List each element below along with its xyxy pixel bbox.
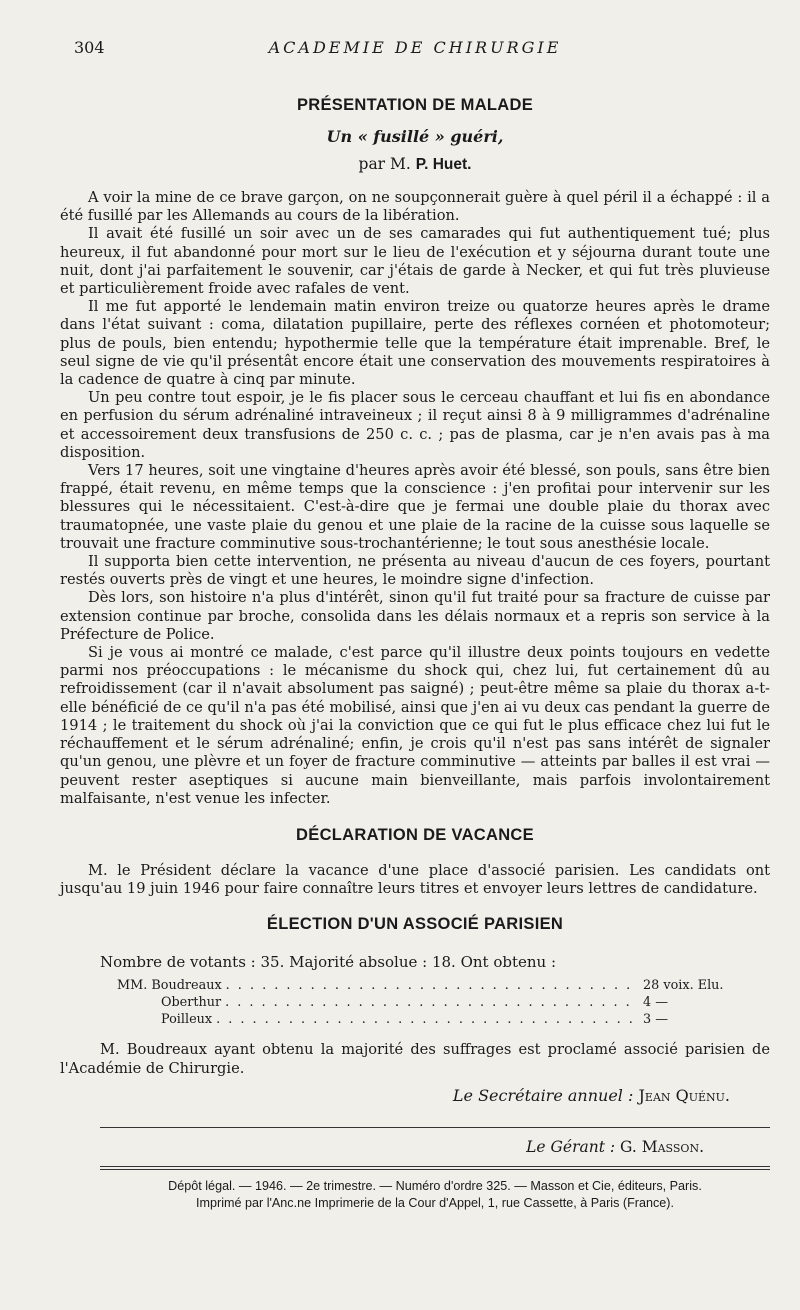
signature-title: Le Secrétaire annuel :: [452, 1085, 634, 1105]
signature-name: Jean Quénu.: [638, 1085, 730, 1105]
imprint-line: Dépôt légal. — 1946. — 2e trimestre. — Numéro d'ordre 325. — Masson et Cie, éditeurs, Paris.: [168, 1178, 702, 1193]
dot-leader: [226, 977, 639, 994]
paragraph: Vers 17 heures, soit une vingtaine d'heures après avoir été blessé, son pouls, sans être bien frappé, était revenu, en même temps que la conscience : j'en profitai pour intervenir sur les blessures qui le nécessitaient. C'est-à-dire que je fermai une double plaie du thorax avec traumatopnée, une vaste plaie du genou et une plaie de la racine de la cuisse sous laquelle se trouvait une fracture comminutive sous-trochantérienne; le tout sous anesthésie locale.: [60, 462, 770, 552]
ballot-row: [117, 977, 737, 994]
paragraph: M. le Président déclare la vacance d'une place d'associé parisien. Les candidats ont jusqu'au 19 juin 1946 pour faire connaître leurs titres et envoyer leurs lettres de candidature.: [60, 861, 770, 898]
divider: [100, 1169, 770, 1170]
ballot-row: [117, 994, 737, 1011]
votes-line: Nombre de votants : 35. Majorité absolue : 18. Ont obtenu :: [100, 953, 556, 972]
divider: [100, 1166, 770, 1167]
dot-leader: [225, 994, 639, 1011]
imprint-line: Imprimé par l'Anc.ne Imprimerie de la Cour d'Appel, 1, rue Cassette, à Paris (France).: [196, 1195, 674, 1210]
presentation-heading: PRÉSENTATION DE MALADE: [296, 96, 534, 114]
presentation-subtitle: Un « fusillé » guéri,: [326, 127, 504, 146]
paragraph: Un peu contre tout espoir, je le fis placer sous le cerceau chauffant et lui fis en abondance en perfusion du sérum adrénaliné intraveineux ; il reçut ainsi 8 à 9 milligrammes d'adrénaline et accessoirement deux transfusions de 250 c. c. ; pas de plasma, car je n'en avais pas à ma disposition.: [60, 389, 770, 461]
proclamation: [60, 1041, 770, 1077]
candidate-result: 28 voix. Elu.: [643, 978, 724, 994]
candidate-result: 3 —: [643, 1012, 669, 1028]
candidate-name: Oberthur: [161, 995, 222, 1011]
running-head: [60, 34, 770, 62]
running-title: ACADEMIE DE CHIRURGIE: [268, 38, 562, 57]
gerant-name: G. Masson.: [620, 1137, 704, 1156]
paragraph: M. Boudreaux ayant obtenu la majorité des suffrages est proclamé associé parisien de l'Académie de Chirurgie.: [60, 1041, 770, 1077]
presentation-body: [60, 189, 770, 808]
declaration-heading: DÉCLARATION DE VACANCE: [296, 825, 534, 844]
imprint: [60, 1178, 770, 1212]
byline-prefix: par M.: [358, 155, 411, 173]
divider: [100, 1127, 770, 1128]
gerant-line: [60, 1138, 770, 1156]
paragraph: Il avait été fusillé un soir avec un de ses camarades qui fut authentiquement tué; plus heureux, il fut abandonné pour mort sur le lieu de l'exécution et y séjourna durant toute une nuit, dont j'ai parfaitement le souvenir, car j'étais de garde à Necker, et qui fut très pluvieuse et particulièrement froide avec rafales de vent.: [60, 225, 770, 298]
paragraph: Dès lors, son histoire n'a plus d'intérêt, sinon qu'il fut traité pour sa fracture de cuisse par extension continue par broche, consolida dans les délais normaux et a repris son service à la Préfecture de Police.: [60, 589, 770, 643]
paragraph: Il me fut apporté le lendemain matin environ treize ou quatorze heures après le drame dans l'état suivant : coma, dilatation pupillaire, perte des réflexes cornéen et photomoteur; plus de pouls, bien entendu; hypothermie telle que la température était imprenable. Bref, le seul signe de vie qu'il présentât encore était une conservation des mouvements respiratoires à la cadence de quatre à cinq par minute.: [60, 298, 770, 389]
byline: [60, 155, 770, 174]
byline-author: P. Huet.: [415, 156, 472, 173]
ballot-row: [117, 1011, 737, 1028]
gerant-title: Le Gérant :: [526, 1137, 616, 1156]
candidate-name: Poilleux: [161, 1012, 213, 1028]
declaration-body: [60, 862, 770, 898]
paragraph: Si je vous ai montré ce malade, c'est parce qu'il illustre deux points toujours en vedette parmi nos préoccupations : le mécanisme du shock qui, chez lui, fut certainement dû au refroidissement (car il n'avait absolument pas saigné) ; peut-être même sa plaie du thorax a-t-elle bénéficié de ce qu'il n'a pas été mobilisé, ainsi que j'en ai vu deux cas pendant la guerre de 1914 ; le traitement du shock où j'ai la conviction que ce qui fut le plus efficace chez lui fut le réchauffement et le sérum adrénaliné; enfin, je crois qu'il n'est pas sans intérêt de signaler qu'un genou, une plèvre et un foyer de fracture comminutive — atteints par balles il est vrai — peuvent rester aseptiques si aucune main bienveillante, mais parfois involontairement malfaisante, n'est venue les infecter.: [60, 644, 770, 807]
signature: [60, 1086, 770, 1105]
paragraph: A voir la mine de ce brave garçon, on ne soupçonnerait guère à quel péril il a échappé : il a été fusillé par les Allemands au cours de la libération.: [60, 189, 770, 225]
candidate-name: MM. Boudreaux: [117, 978, 222, 994]
candidate-result: 4 —: [643, 995, 669, 1011]
election-heading: ÉLECTION D'UN ASSOCIÉ PARISIEN: [266, 915, 564, 934]
dot-leader: [216, 1011, 639, 1028]
ballot-results: [60, 977, 737, 1028]
paragraph: Il supporta bien cette intervention, ne présenta au niveau d'aucun de ces foyers, pourtant restés ouverts près de vingt et une heures, le moindre signe d'infection.: [60, 553, 770, 589]
page-number: 304: [74, 38, 105, 57]
